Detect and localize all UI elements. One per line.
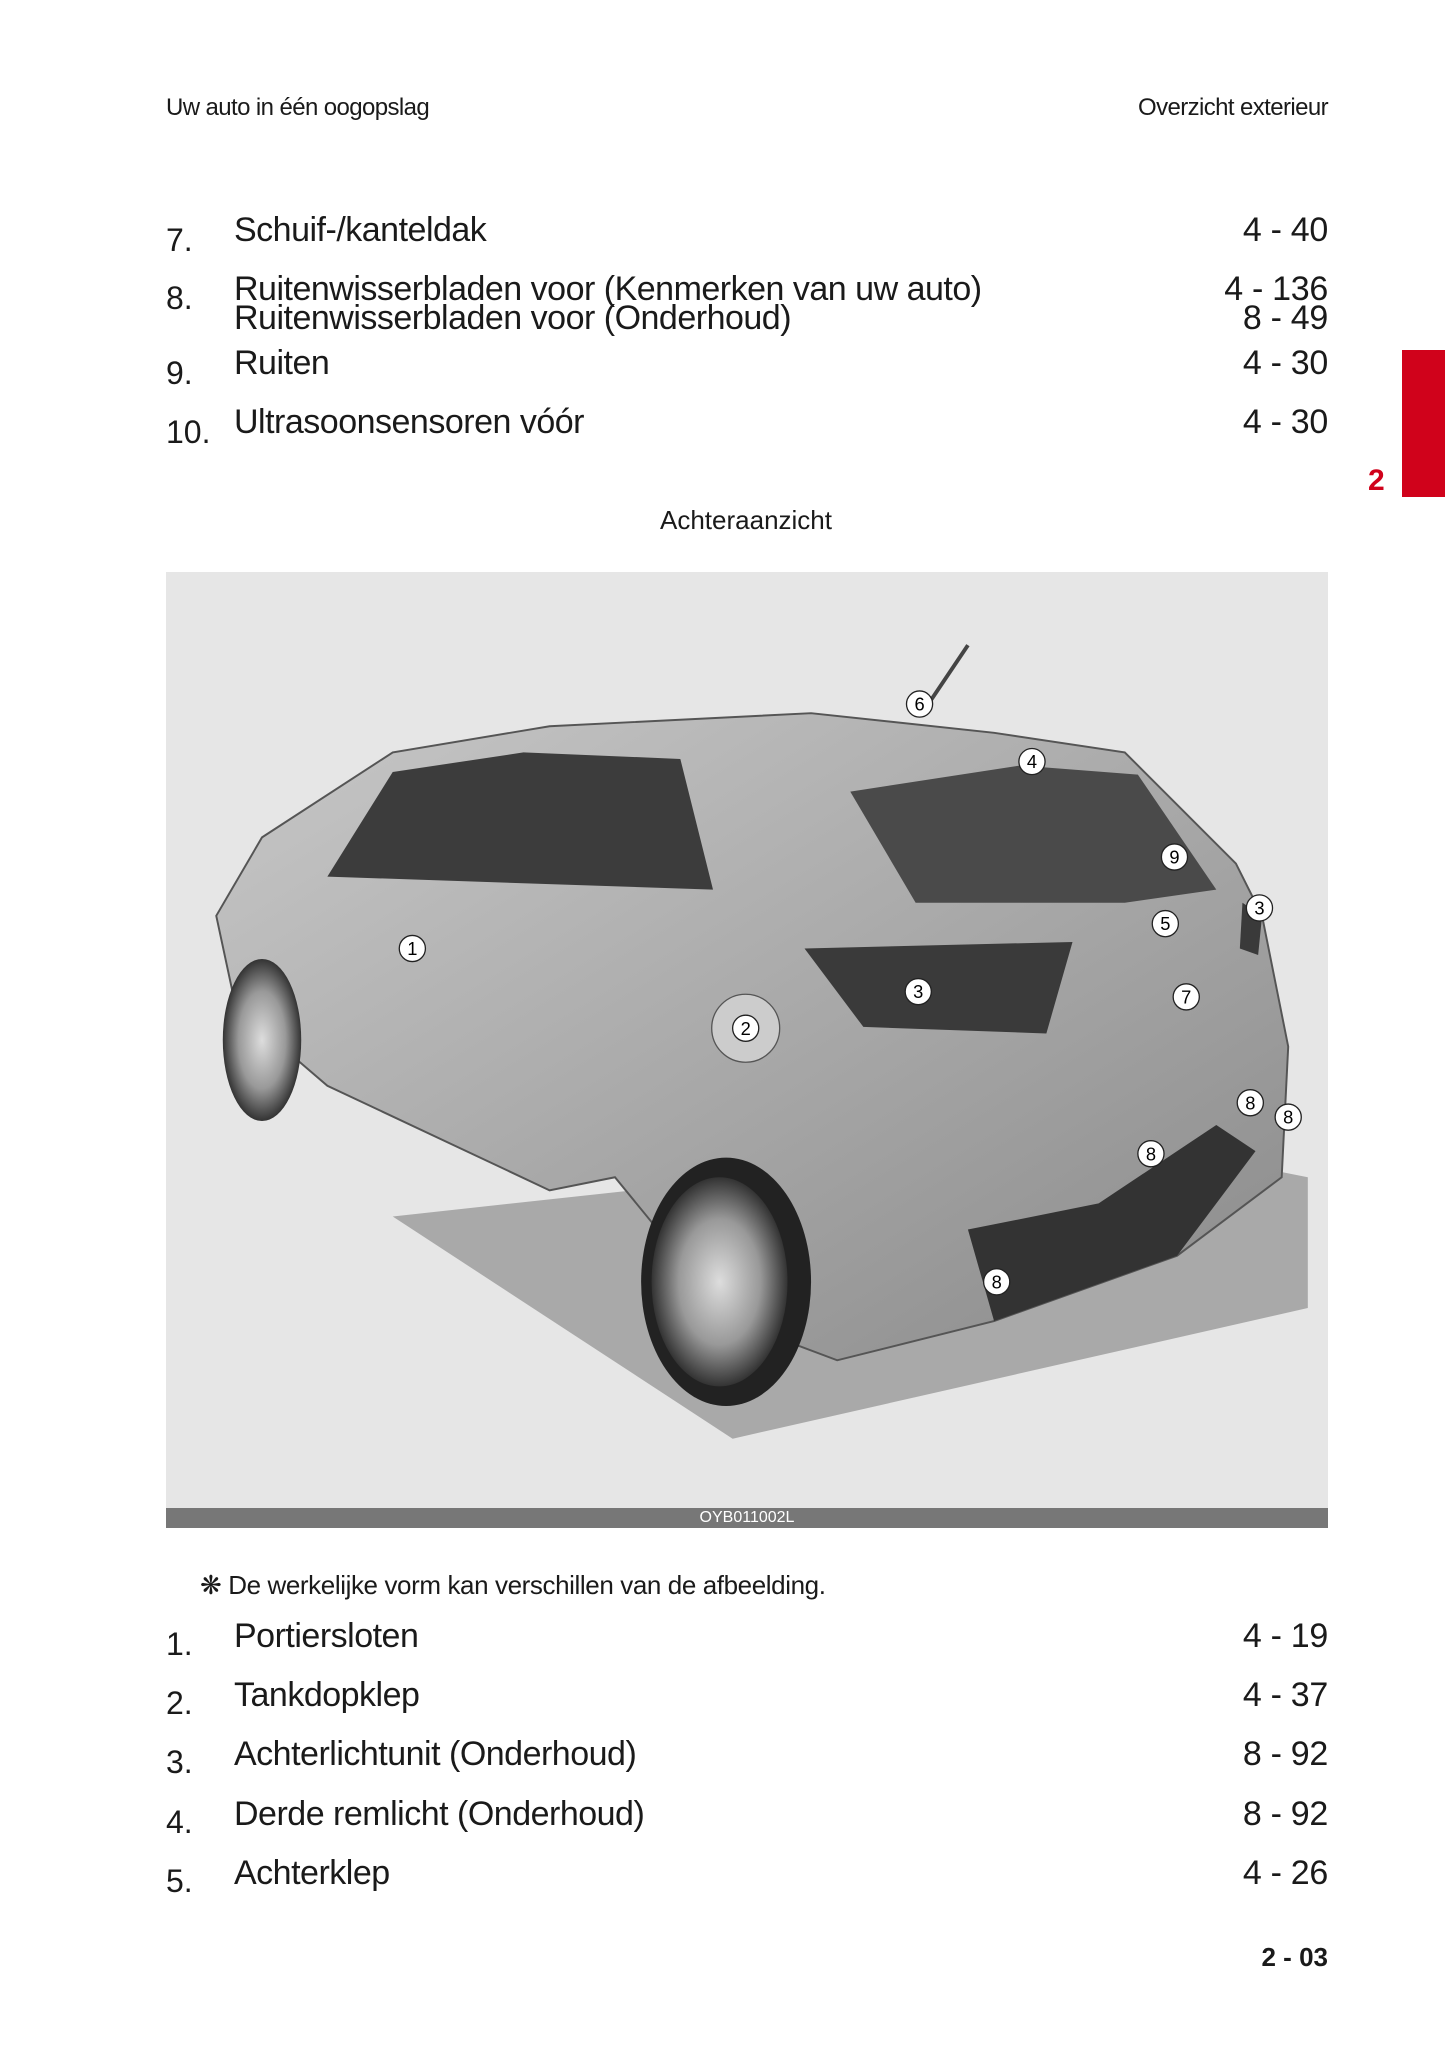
- figure-code: OYB011002L: [166, 1508, 1328, 1528]
- front-wheel: [223, 959, 301, 1121]
- callout: [905, 979, 931, 1005]
- item-label: Ruitenwisserbladen voor (Kenmerken van uw auto): [234, 270, 982, 308]
- item-page-ref[interactable]: 4 - 30: [1242, 403, 1328, 441]
- callout: [1138, 1141, 1164, 1167]
- item-label: Achterklep: [234, 1854, 390, 1892]
- item-number: 1.: [166, 1626, 193, 1662]
- item-page-ref[interactable]: 8 - 92: [1242, 1795, 1328, 1833]
- item-number: 8.: [166, 280, 193, 316]
- car-rear-drawing: [166, 572, 1328, 1508]
- rear-view-illustration: [166, 572, 1328, 1508]
- callout: [399, 935, 425, 961]
- callout: [1237, 1090, 1263, 1116]
- svg-text:9: 9: [1169, 846, 1180, 868]
- item-label: Derde remlicht (Onderhoud): [234, 1795, 645, 1833]
- chapter-tab: [1402, 350, 1445, 497]
- item-label: Schuif-/kanteldak: [234, 211, 487, 249]
- svg-text:8: 8: [991, 1271, 1002, 1293]
- callout: [1246, 895, 1272, 921]
- svg-text:6: 6: [914, 693, 925, 715]
- item-page-ref[interactable]: 4 - 19: [1242, 1617, 1328, 1655]
- callout: [1173, 984, 1199, 1010]
- item-number: 10.: [166, 414, 211, 450]
- item-label: Ultrasoonsensoren vóór: [234, 403, 584, 441]
- item-number: 5.: [166, 1863, 193, 1899]
- header-chapter-title: Uw auto in één oogopslag: [166, 94, 430, 121]
- rear-window: [850, 765, 1216, 902]
- item-page-ref[interactable]: 4 - 30: [1242, 344, 1328, 382]
- callout: [1019, 748, 1045, 774]
- asterisk-icon: ❋: [200, 1570, 222, 1600]
- svg-text:2: 2: [740, 1017, 751, 1039]
- item-number: 2.: [166, 1685, 193, 1721]
- item-page-ref[interactable]: 4 - 37: [1242, 1676, 1328, 1714]
- item-page-ref[interactable]: 4 - 40: [1242, 211, 1328, 249]
- svg-text:3: 3: [1254, 897, 1265, 919]
- callout: [1152, 911, 1178, 937]
- item-label: Ruiten: [234, 344, 330, 382]
- rear-wheel: [652, 1177, 788, 1386]
- callout: [906, 691, 932, 717]
- header-section-title: Overzicht exterieur: [1138, 94, 1328, 121]
- svg-text:3: 3: [913, 981, 924, 1003]
- item-label: Tankdopklep: [234, 1676, 420, 1714]
- item-label: Achterlichtunit (Onderhoud): [234, 1735, 637, 1773]
- item-page-ref[interactable]: 8 - 49: [1242, 299, 1328, 337]
- item-page-ref[interactable]: 4 - 136: [1224, 270, 1328, 308]
- item-number: 4.: [166, 1804, 193, 1840]
- item-page-ref[interactable]: 4 - 26: [1242, 1854, 1328, 1892]
- item-number: 7.: [166, 222, 193, 258]
- svg-text:7: 7: [1181, 986, 1192, 1008]
- item-number: 3.: [166, 1744, 193, 1780]
- item-number: 9.: [166, 355, 193, 391]
- svg-text:8: 8: [1245, 1092, 1256, 1114]
- callout: [1161, 844, 1187, 870]
- svg-text:4: 4: [1026, 751, 1038, 773]
- item-page-ref[interactable]: 8 - 92: [1242, 1735, 1328, 1773]
- svg-text:8: 8: [1145, 1143, 1157, 1165]
- section-title: Achteraanzicht: [660, 505, 832, 535]
- callout: [1275, 1104, 1301, 1130]
- item-label: Ruitenwisserbladen voor (Onderhoud): [234, 299, 792, 337]
- svg-text:1: 1: [407, 938, 418, 960]
- svg-text:8: 8: [1283, 1106, 1294, 1128]
- svg-text:5: 5: [1160, 913, 1171, 935]
- chapter-tab-number: 2: [1368, 464, 1385, 497]
- note-text: De werkelijke vorm kan verschillen van de afbeelding.: [228, 1570, 826, 1600]
- callout: [733, 1015, 759, 1041]
- page-number: 2 - 03: [1261, 1942, 1328, 1972]
- callout: [984, 1269, 1010, 1295]
- item-label: Portiersloten: [234, 1617, 419, 1655]
- disclaimer-note: [200, 1570, 826, 1601]
